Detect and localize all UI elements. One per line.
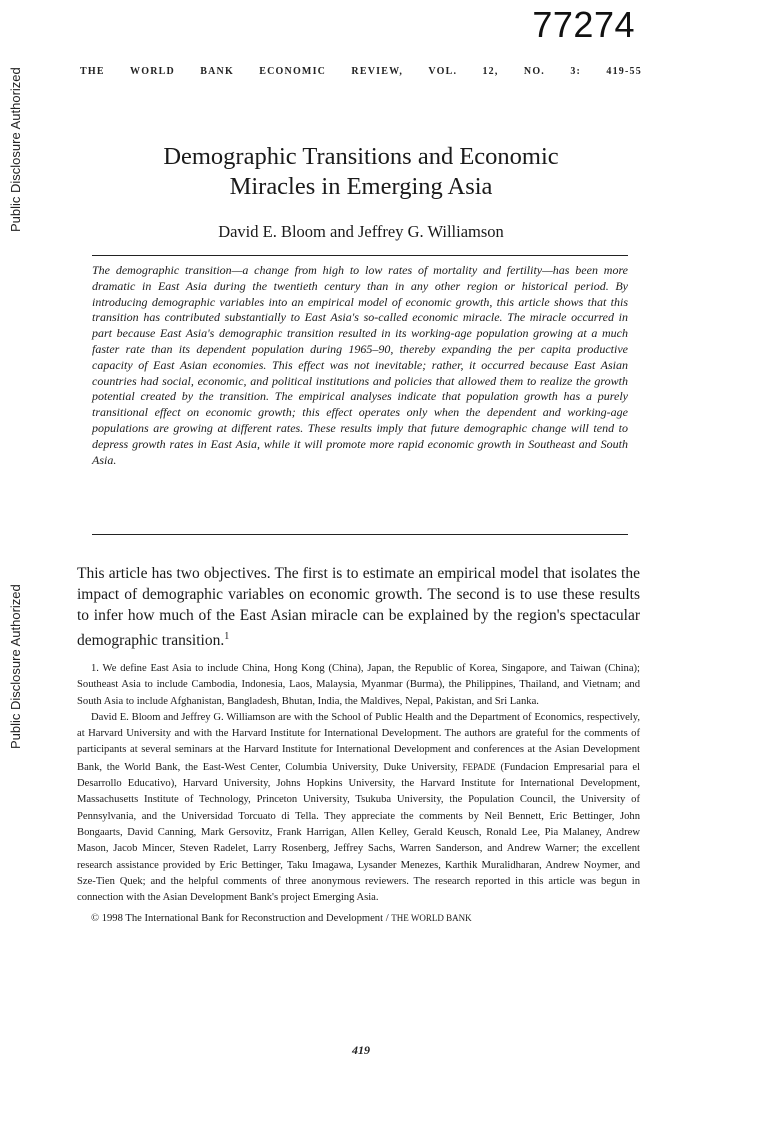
running-head: [80, 66, 642, 77]
running-head-item: VOL.: [428, 66, 458, 77]
abstract-bottom-rule: [92, 534, 628, 535]
title-line-2: Miracles in Emerging Asia: [229, 173, 493, 200]
author-line: David E. Bloom and Jeffrey G. Williamson: [218, 222, 504, 241]
footnote-1: 1. We define East Asia to include China, Hong Kong (China), Japan, the Republic of Korea, Singapore, and Taiwan (China); Southeast Asia to include Cambodia, Indonesia, Laos, Malaysia, Myanmar (Burma), the Philippines, Thailand, and Vietnam; and South Asia to include Afghanistan, Bangladesh, Bhutan, India, the Maldives, Nepal, Pakistan, and Sri Lanka.: [77, 663, 640, 707]
fepade-acronym: FEPADE: [462, 761, 496, 772]
intro-paragraph: [77, 563, 640, 651]
abstract: The demographic transition—a change from high to low rates of mortality and fertility—has been more dramatic in East Asia during the twentieth century than in any other region or historical period. By introducing demographic variables into an empirical model of economic growth, this article shows that this transition has contributed substantially to East Asia's so-called economic miracle. The miracle occurred in part because East Asia's demographic transition resulted in its working-age population growing at a much faster rate than its dependent population during 1965–90, thereby expanding the per capita productive capacity of East Asian economies. This effect was not inevitable; rather, it occurred because East Asian countries had social, economic, and political institutions and policies that allowed them to realize the growth potential created by the transition. The empirical analyses indicate that population growth has a purely transitional effect on economic growth; this effect operates only when the dependent and working-age populations are growing at different rates. These results imply that future demographic change will tend to depress growth rates in East Asia, while it will promote more rapid economic growth in Southeast and South Asia.: [92, 263, 628, 467]
footnote-marker: 1: [224, 631, 230, 642]
copyright-text: © 1998 The International Bank for Reconstruction and Development /: [91, 913, 389, 925]
disclosure-label-bottom: Public Disclosure Authorized: [8, 584, 23, 749]
running-head-item: NO.: [523, 66, 546, 77]
running-head-item: WORLD: [130, 66, 175, 77]
title-line-1: Demographic Transitions and Economic: [163, 143, 559, 170]
running-head-item: ECONOMIC: [259, 66, 327, 77]
footnotes: [77, 661, 640, 928]
affiliation-text-part-2: (Fundacion Empresarial para el Desarrollo Educativo), Harvard University, Johns Hopkins University, the Harvard Institute for International Development, Massachusetts Institute of Technology, Princeton University, Tsukuba University, the Population Council, the University of Pennsylvania, and the Universidad Torcuato di Tella. They appreciate the comments by Neil Bennett, Eric Bettinger, John Bongaarts, David Canning, Mark Gersovitz, Frank Harrigan, Allen Kelley, Gerald Keusch, Ronald Lee, Pia Malaney, Andrew Mason, Jacob Mincer, Steven Radelet, Larry Rosenberg, Jeffrey Sachs, Warren Sanderson, and Andrew Warner; the excellent research assistance provided by Eric Bettinger, Taku Imagawa, Lysander Menezes, Karthik Muralidharan, Andrew Noymer, and Sze-Tien Quek; and the helpful comments of three anonymous reviewers. The research reported in this article was begun in connection with the Asian Development Bank's project Emerging Asia.: [77, 761, 641, 904]
running-head-item: 3:: [570, 66, 582, 77]
author-affiliation-note: [77, 710, 640, 907]
disclosure-label-top: Public Disclosure Authorized: [8, 67, 23, 232]
running-head-item: REVIEW,: [351, 66, 404, 77]
article-title: [80, 142, 642, 202]
document-number: 77274: [532, 4, 635, 45]
running-head-item: 12,: [482, 66, 499, 77]
intro-text: This article has two objectives. The first is to estimate an empirical model that isolates the impact of demographic variables on economic growth. The second is to use these results to infer how much of the East Asian miracle can be explained by the region's spectacular demographic transition.: [77, 565, 640, 650]
running-head-item: 419-55: [606, 66, 642, 77]
page-number: 419: [352, 1043, 370, 1057]
running-head-item: BANK: [200, 66, 234, 77]
copyright-org: THE WORLD BANK: [391, 913, 472, 924]
running-head-item: THE: [80, 66, 105, 77]
affiliation-text-part-1: David E. Bloom and Jeffrey G. Williamson are with the School of Public Health and the Department of Economics, respectively, at Harvard University and with the Harvard Institute for International Development. The authors are grateful for the comments of participants at several seminars at the Harvard Institute for International Development and conferences at the Asian Development Bank, the World Bank, the East-West Center, Columbia University, Duke University,: [77, 711, 640, 773]
copyright-line: [77, 910, 640, 927]
abstract-top-rule: [92, 255, 628, 256]
